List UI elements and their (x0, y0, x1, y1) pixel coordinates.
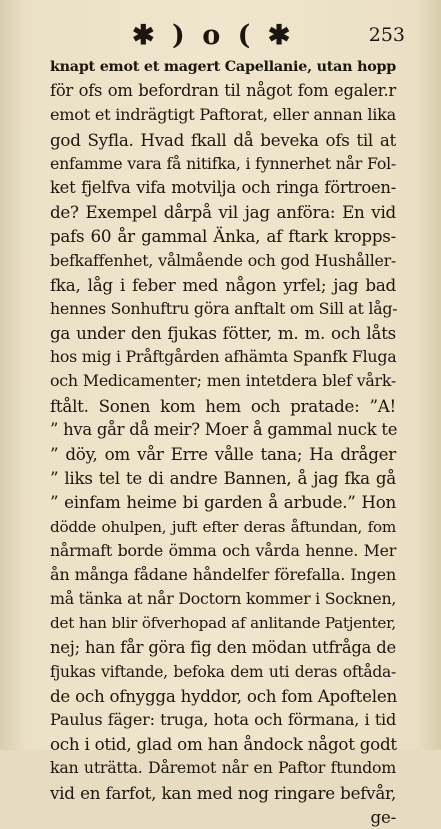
text-line: Paulus fäger: truga, hota och förmana, i tid (50, 710, 396, 730)
text-line: för ofs om befordran til något fom egaler.r (50, 81, 396, 101)
text-line: hennes Sonhuftru göra anftalt om Sill at låg- (50, 298, 398, 318)
text-line: nej; han får göra fig den mödan utfråga de (50, 637, 396, 657)
text-line: hos mig i Pråftgården afhämta Spanfk Fluga (50, 347, 397, 367)
text-line: kan uträtta. Dåremot når en Paftor ftundom (50, 758, 396, 778)
text-line: det han blir öfverhopad af anlitande Patjenter, (50, 614, 396, 633)
text-line: knapt emot et magert Capellanie, utan hopp (50, 59, 396, 75)
text-line: ket fjelfva vifa motvilja och ringa förtroen- (50, 177, 396, 197)
text-line: ftålt. Sonen kom hem och pratade: ”A! (50, 395, 396, 416)
text-line: emot et indrägtigt Paftorat, eller annan lika (50, 105, 396, 125)
text-line: ga under den fjukas fötter, m. m. och låts (50, 323, 396, 344)
text-line: må tänka at når Doctorn kommer i Socknen, (50, 589, 397, 609)
text-line: fka, låg i feber med någon yrfel; jag bad (50, 274, 396, 295)
body-text (50, 55, 396, 829)
text-line: nårmaft borde ömma och vårda henne. Mer (50, 540, 396, 560)
text-line: ån många fådane håndelfer förefalla. Ingen (50, 564, 396, 584)
text-line: befkaffenhet, vålmående och god Hushåller- (50, 250, 396, 270)
page-number: 253 (368, 24, 405, 46)
text-line: pafs 60 år gammal Änka, af ftark kropps- (50, 226, 396, 247)
text-line: ” einfam heime bi garden å arbude.” Hon (50, 492, 396, 513)
text-line: vid en farfot, kan med nog ringare befvår, (50, 782, 396, 803)
text-line: ” liks tel te di andre Bannen, å jag fka gå (50, 468, 396, 489)
text-line: dödde ohulpen, juft efter deras åftundan, fom (50, 517, 396, 536)
text-line: fjukas viftande, befoka dem uti deras oftåda- (50, 662, 396, 681)
text-line: god Syfla. Hvad fkall då beveka ofs til at (50, 129, 396, 150)
text-line: ” döy, om vår Erre vålle tana; Ha dråger (50, 444, 396, 464)
text-line: enfamme vara få nitifka, i fynnerhet når Fol- (50, 153, 396, 173)
text-line: och Medicamenter; men intetdera blef vårk- (50, 371, 396, 391)
text-line: ” hva går då meir? Moer å gammal nuck te (50, 419, 398, 439)
header-ornament: ✱ ) o ( ✱ (132, 20, 295, 51)
catchword: ge- (370, 806, 396, 827)
text-line: de? Exempel dårpå vil jag anföra: En vid (50, 202, 396, 223)
text-line: de och ofnygga hyddor, och fom Apoftelen (50, 685, 397, 706)
page-header (0, 16, 441, 50)
text-line: och i otid, glad om han åndock något godt (50, 734, 397, 755)
